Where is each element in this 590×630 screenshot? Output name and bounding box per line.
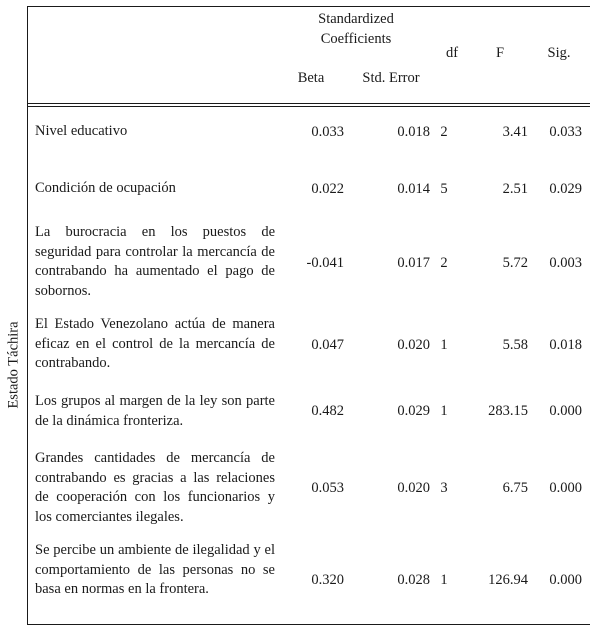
row-std-error: 0.020 (397, 480, 430, 496)
row-beta: 0.033 (311, 124, 344, 140)
row-f: 5.58 (502, 337, 528, 353)
row-beta: 0.482 (311, 403, 344, 419)
row-sig: 0.029 (549, 181, 582, 197)
header-rule-upper (27, 103, 590, 104)
row-std-error: 0.028 (397, 572, 430, 588)
row-std-error: 0.029 (397, 403, 430, 419)
header-rule-lower (27, 106, 590, 107)
side-label-text: Estado Táchira (5, 321, 22, 409)
row-std-error: 0.017 (397, 255, 430, 271)
row-beta: 0.320 (311, 572, 344, 588)
row-variable: Los grupos al margen de la ley son parte de la dinámica fronteriza. (35, 393, 275, 429)
row-variable: El Estado Venezolano actúa de manera eficaz en el control de la mercancía de contrabando. (35, 316, 275, 372)
row-variable: Grandes cantidades de mercancía de contrabando es gracias a las relaciones de cooperación con los funcionarios y los comerciantes ilegales. (35, 450, 275, 525)
row-std-error: 0.018 (397, 124, 430, 140)
row-f: 126.94 (488, 572, 528, 588)
header-standardized-coefficients: Standardized Coefficients (318, 11, 394, 47)
row-df: 2 (440, 255, 448, 271)
row-sig: 0.018 (549, 337, 582, 353)
row-std-error: 0.020 (397, 337, 430, 353)
row-variable: Se percibe un ambiente de ilegalidad y el comportamiento de las personas no se basa en normas en la frontera. (35, 542, 275, 598)
row-variable: Nivel educativo (35, 123, 128, 139)
row-df: 1 (440, 403, 448, 419)
row-df: 3 (440, 480, 448, 496)
row-df: 1 (440, 337, 448, 353)
row-sig: 0.000 (549, 403, 582, 419)
row-sig: 0.003 (549, 255, 582, 271)
row-sig: 0.000 (549, 572, 582, 588)
row-sig: 0.000 (549, 480, 582, 496)
side-divider (27, 6, 28, 625)
row-df: 5 (440, 181, 448, 197)
row-beta: 0.053 (311, 480, 344, 496)
row-f: 283.15 (488, 403, 528, 419)
row-variable: La burocracia en los puestos de seguridad para controlar la mercancía de contrabando ha aumentado el pago de sobornos. (35, 224, 275, 299)
header-beta: Beta (297, 70, 325, 86)
row-f: 5.72 (502, 255, 528, 271)
row-df: 2 (440, 124, 448, 140)
row-df: 1 (440, 572, 448, 588)
row-f: 2.51 (502, 181, 528, 197)
bottom-rule (27, 624, 590, 625)
header-sig: Sig. (547, 45, 571, 61)
header-f: F (495, 45, 505, 61)
row-beta: -0.041 (306, 255, 344, 271)
top-rule (27, 6, 590, 7)
row-f: 6.75 (502, 480, 528, 496)
row-sig: 0.033 (549, 124, 582, 140)
header-df: df (445, 45, 459, 61)
row-f: 3.41 (502, 124, 528, 140)
header-std-error: Std. Error (362, 70, 420, 86)
row-std-error: 0.014 (397, 181, 430, 197)
row-beta: 0.047 (311, 337, 344, 353)
row-variable: Condición de ocupación (35, 180, 176, 196)
row-beta: 0.022 (311, 181, 344, 197)
